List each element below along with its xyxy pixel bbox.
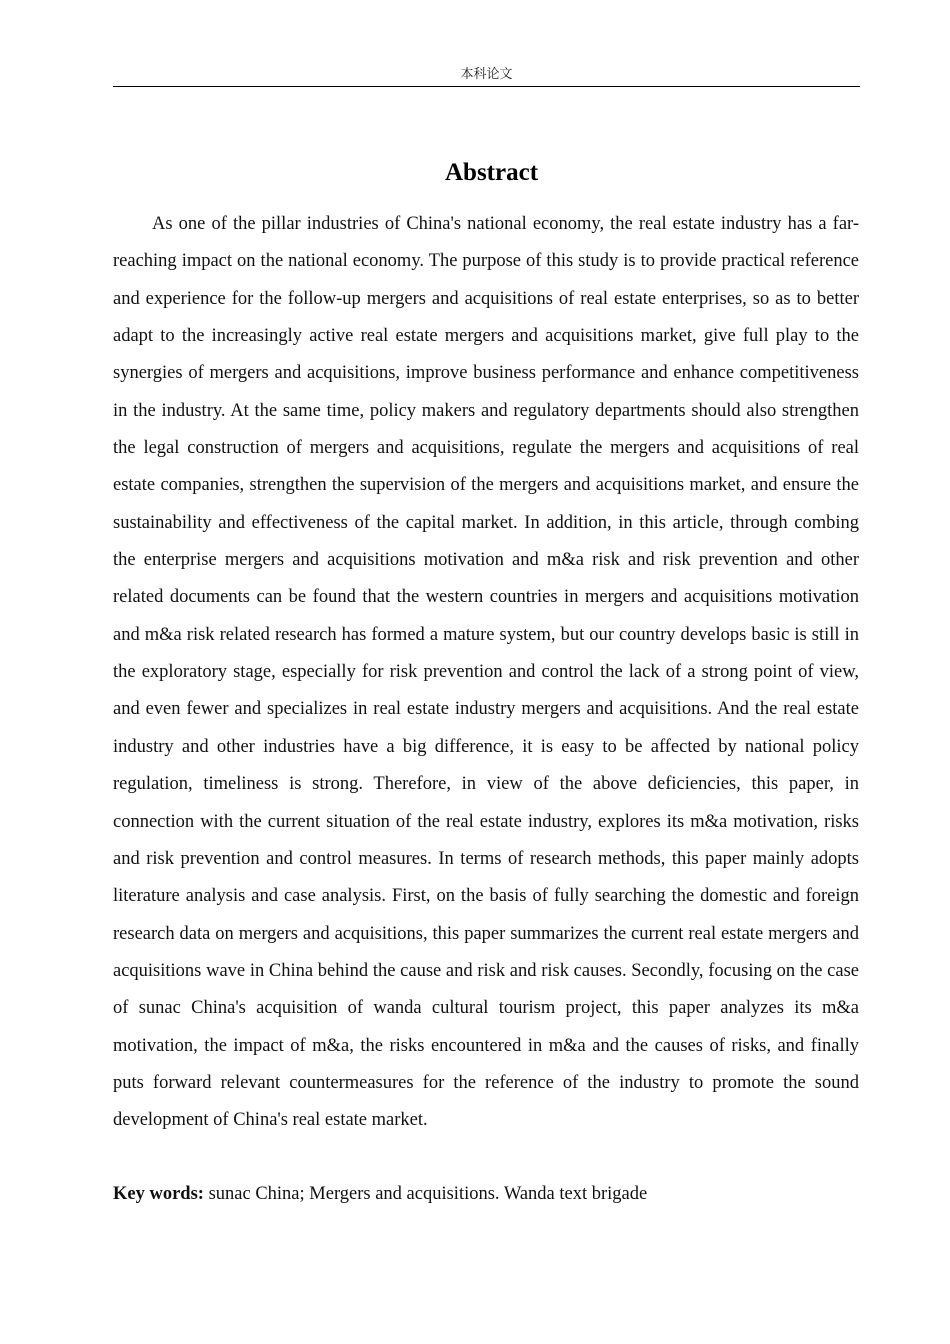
running-header: 本科论文 — [113, 66, 860, 87]
keywords-value: sunac China; Mergers and acquisitions. Wanda text brigade — [203, 1184, 648, 1204]
keywords-label: Key words: — [113, 1184, 204, 1204]
keywords-line — [113, 1180, 859, 1208]
abstract-title: Abstract — [444, 159, 539, 186]
abstract-body: As one of the pillar industries of China's national economy, the real estate industry has a far-reaching impact on the national economy. The purpose of this study is to provide practical reference and experience for the follow-up mergers and acquisitions of real estate enterprises, so as to better adapt to the increasingly active real estate mergers and acquisitions market, give full play to the synergies of mergers and acquisitions, improve business performance and enhance competitiveness in the industry. At the same time, policy makers and regulatory departments should also strengthen the legal construction of mergers and acquisitions, regulate the mergers and acquisitions of real estate companies, strengthen the supervision of the mergers and acquisitions market, and ensure the sustainability and effectiveness of the capital market. In addition, in this article, through combing the enterprise mergers and acquisitions motivation and m&a risk and risk prevention and other related documents can be found that the western countries in mergers and acquisitions motivation and m&a risk related research has formed a mature system, but our country develops basic is still in the exploratory stage, especially for risk prevention and control the lack of a strong point of view, and even fewer and specializes in real estate industry mergers and acquisitions. And the real estate industry and other industries have a big difference, it is easy to be affected by national policy regulation, timeliness is strong. Therefore, in view of the above deficiencies, this paper, in connection with the current situation of the real estate industry, explores its m&a motivation, risks and risk prevention and control measures. In terms of research methods, this paper mainly adopts literature analysis and case analysis. First, on the basis of fully searching the domestic and foreign research data on mergers and acquisitions, this paper summarizes the current real estate mergers and acquisitions wave in China behind the cause and risk and risk causes. Secondly, focusing on the case of sunac China's acquisition of wanda cultural tourism project, this paper analyzes its m&a motivation, the impact of m&a, the risks encountered in m&a and the causes of risks, and finally puts forward relevant countermeasures for the reference of the industry to promote the sound development of China's real estate market. — [113, 214, 859, 1131]
